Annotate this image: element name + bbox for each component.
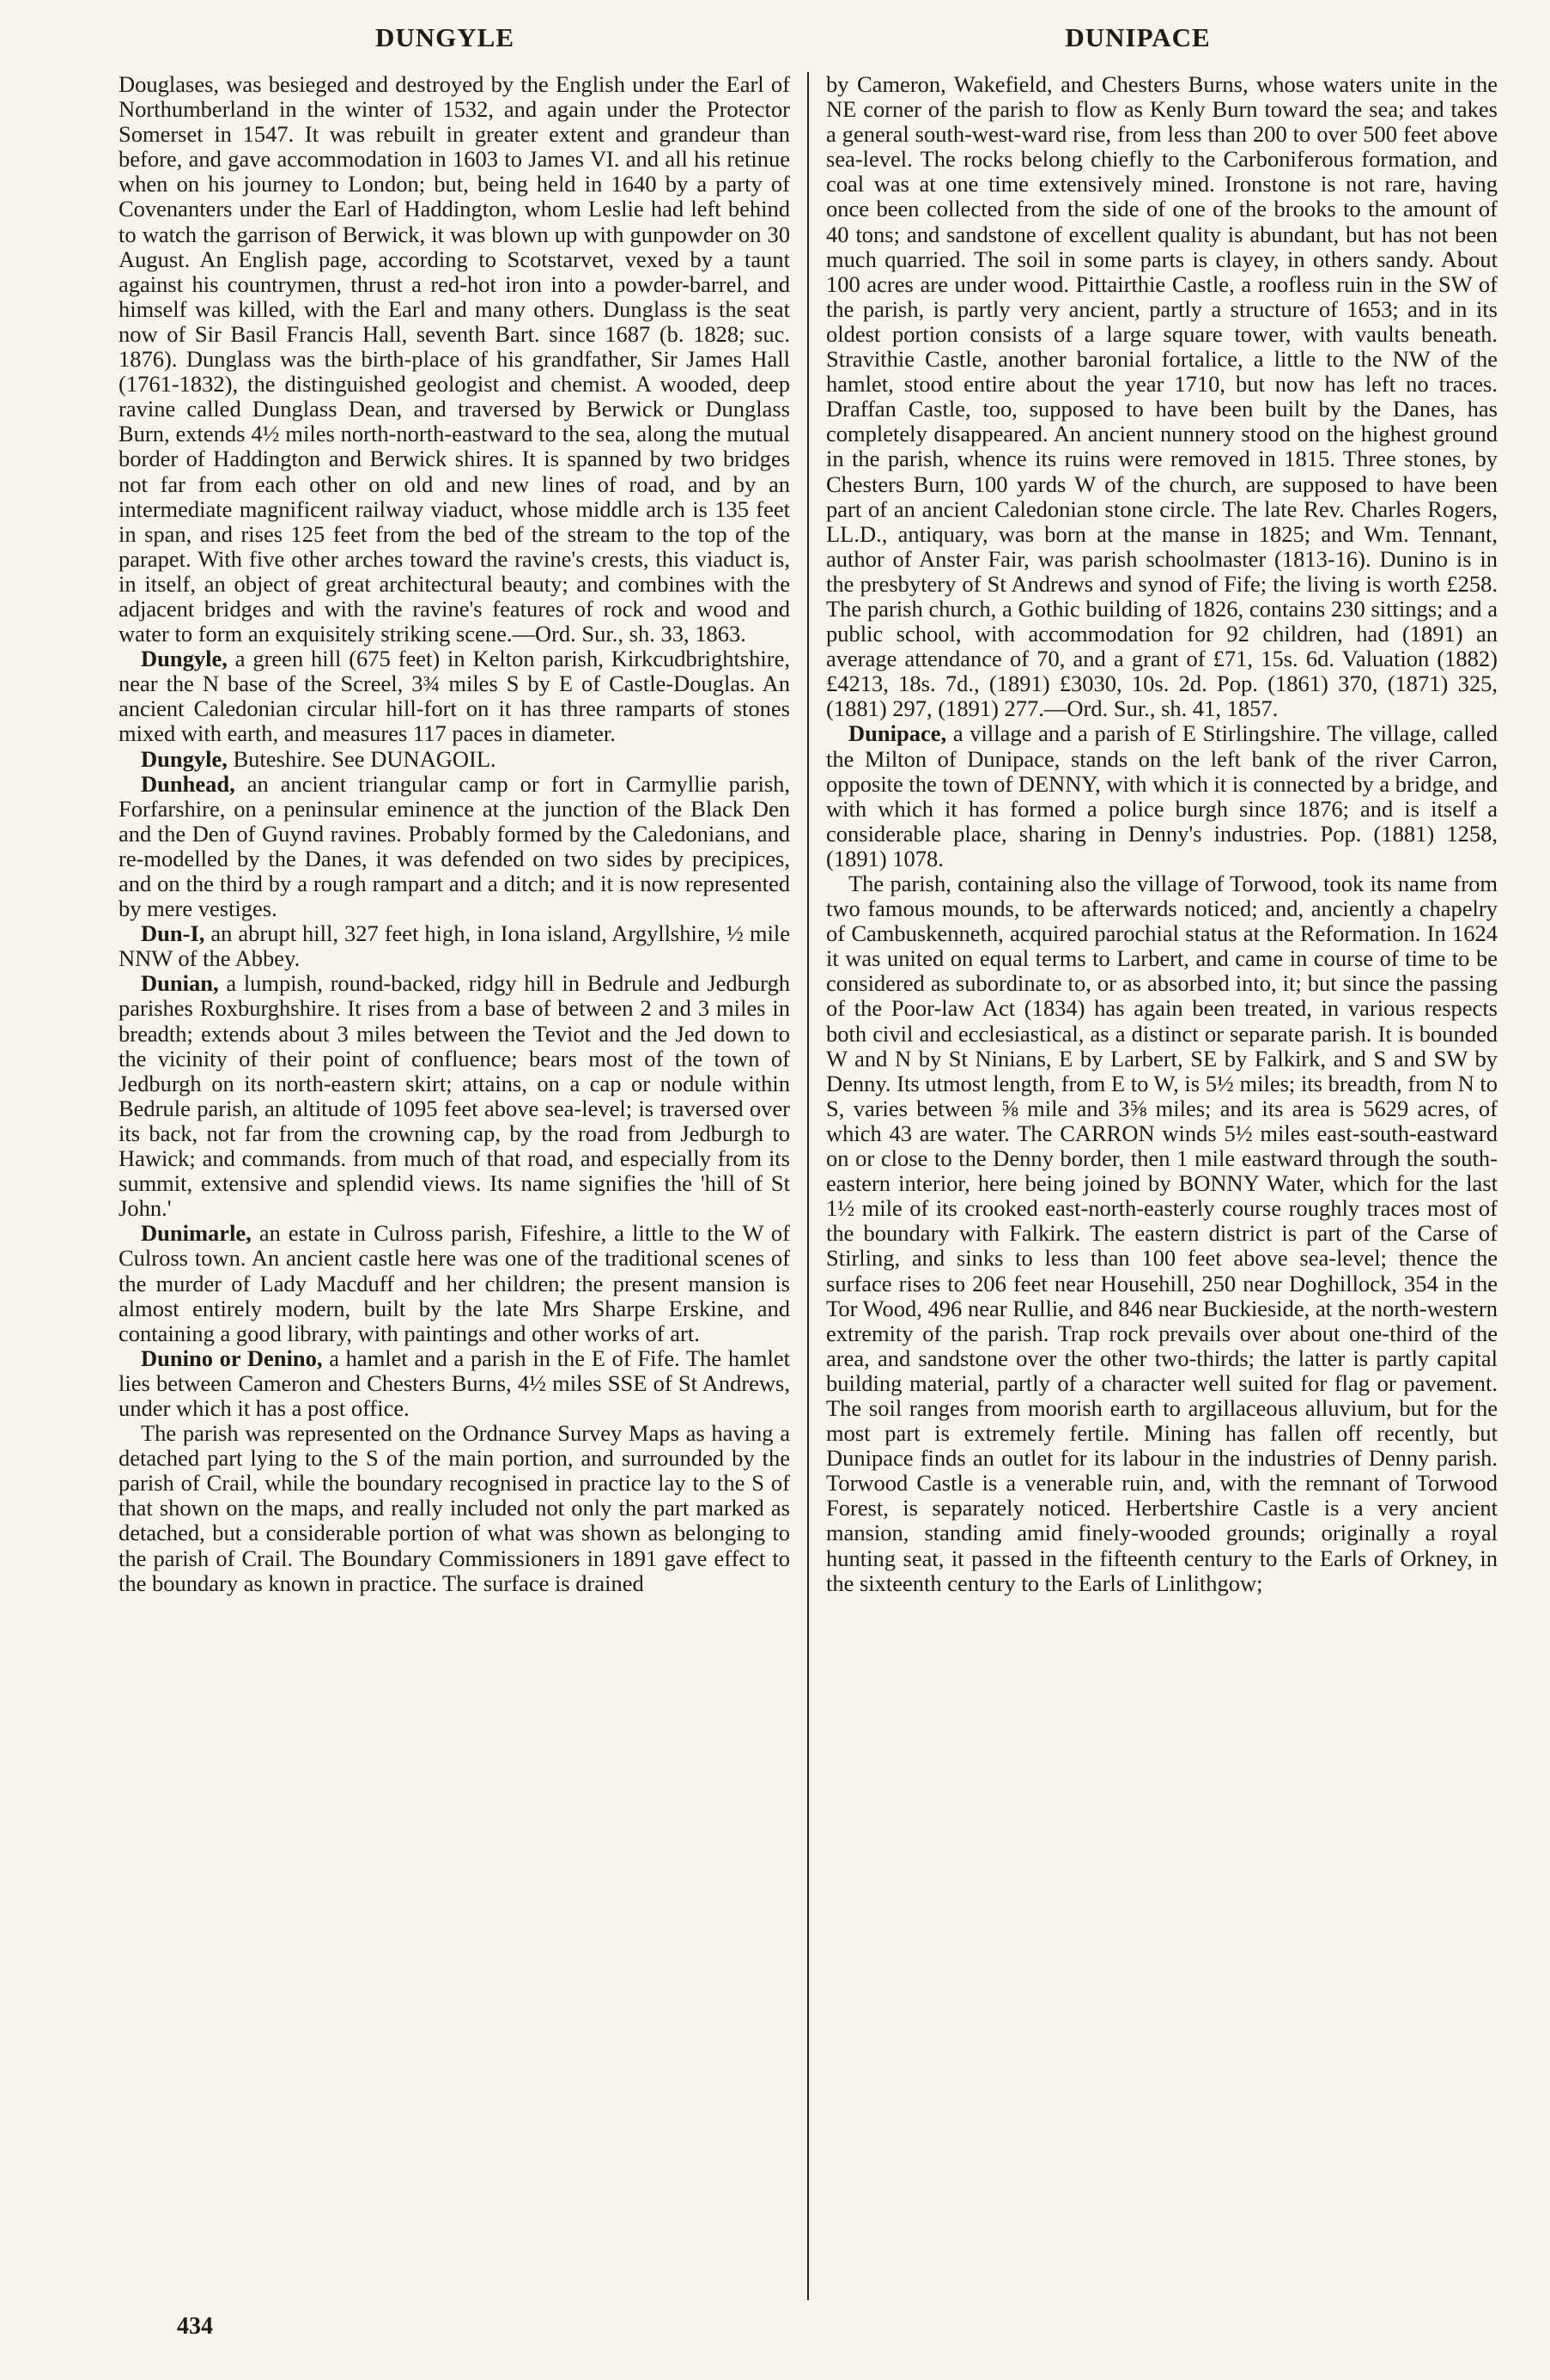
entry-paragraph: Douglases, was besieged and destroyed by the English under the Earl of Northumberland in the winter of 1532, and again under the Protector Somerset in 1547. It was rebuilt in greater extent and grandeur than before, and gave accommodation in 1603 to James VI. and all his retinue when on his journey to London; but, being held in 1640 by a party of Covenanters under the Earl of Haddington, whom Leslie had left behind to watch the garrison of Berwick, it was blown up with gunpowder on 30 August. An English page, according to Scotstarvet, vexed by a taunt against his countrymen, thrust a red-hot iron into a powder-barrel, and himself was killed, with the Earl and many others. Dunglass is the seat now of Sir Basil Francis Hall, seventh Bart. since 1687 (b. 1828; suc. 1876). Dunglass was the birth-place of his grandfather, Sir James Hall (1761-1832), the distinguished geologist and chemist. A wooded, deep ravine called Dunglass Dean, and traversed by Berwick or Dunglass Burn, extends 4½ miles north-north-eastward to the sea, along the mutual border of Haddington and Berwick shires. It is spanned by two bridges not far from each other on old and new lines of road, and by an intermediate magnificent railway viaduct, whose middle arch is 135 feet in span, and rises 125 feet from the bed of the stream to the top of the parapet. With five other arches toward the ravine's crests, this viaduct is, in itself, an object of great architectural beauty; and combines with the adjacent bridges and with the ravine's features of rock and wood and water to form an exquisitely striking scene.—Ord. Sur., sh. 33, 1863. [119, 72, 790, 647]
entry-paragraph: Dungyle, Buteshire. See DUNAGOIL. [141, 745, 496, 772]
running-head-left: DUNGYLE [374, 22, 514, 52]
entry-headword: Dunimarle, [141, 1220, 252, 1247]
entry-paragraph: The parish was represented on the Ordnance Survey Maps as having a detached part lying to the S of the main portion, and surrounded by the parish of Crail, while the boundary recognised in practice lay to the S of that shown on the maps, and really included not only the part marked as detached, but a considerable portion of what was shown as belonging to the parish of Crail. The Boundary Commissioners in 1891 gave effect to the boundary as known in practice. The surface is drained [119, 1420, 790, 1596]
entry-paragraph: Dunhead, an ancient triangular camp or fort in Carmyllie parish, Forfarshire, on a peninsular eminence at the junction of the Black Den and the Den of Guynd ravines. Probably formed by the Caledonians, and re-modelled by the Danes, it was defended on two sides by precipices, and on the third by a rough rampart and a ditch; and it is now represented by mere vestiges. [119, 770, 790, 922]
entry-headword: Dunino or Denino, [141, 1345, 323, 1371]
entry-paragraph: Dunimarle, an estate in Culross parish, Fifeshire, a little to the W of Culross town. An ancient castle here was one of the traditional scenes of the murder of Lady Macduff and her children; the present mansion is almost entirely modern, built by the late Mrs Sharpe Erskine, and containing a good library, with paintings and other works of art. [119, 1220, 790, 1346]
right-column [826, 72, 1498, 2304]
entry-headword: Dunipace, [848, 720, 947, 747]
entry-headword: Dungyle, [141, 745, 228, 772]
entry-headword: Dungyle, [141, 646, 228, 672]
entry-paragraph: Dun-I, an abrupt hill, 327 feet high, in Iona island, Argyllshire, ½ mile NNW of the Abbey. [119, 920, 790, 972]
entry-headword: Dun-I, [141, 920, 205, 947]
left-column [119, 72, 790, 2304]
entry-paragraph: The parish, containing also the village of Torwood, took its name from two famous mounds, to be afterwards noticed; and, anciently a chapelry of Cambuskenneth, acquired parochial status at the Reformation. In 1624 it was united on equal terms to Larbert, and came in course of time to be considered as subordinate to, or as absorbed into, it; but since the passing of the Poor-law Act (1834) has again been treated, in various respects both civil and ecclesiastical, as a distinct or separate parish. It is bounded W and N by St Ninians, E by Larbert, SE by Falkirk, and S and SW by Denny. Its utmost length, from E to W, is 5½ miles; its breadth, from N to S, varies between ⅝ mile and 3⅝ miles; and its area is 5629 acres, of which 43 are water. The CARRON winds 5½ miles east-south-eastward on or close to the Denny border, then 1 mile eastward through the south-eastern interior, here being joined by BONNY Water, which for the last 1½ mile of its crooked east-north-easterly course roughly traces most of the boundary with Falkirk. The eastern district is part of the Carse of Stirling, and sinks to less than 100 feet above sea-level; thence the surface rises to 206 feet near Househill, 250 near Doghillock, 354 in the Tor Wood, 496 near Rullie, and 846 near Buckieside, at the north-western extremity of the parish. Trap rock prevails over about one-third of the area, and sandstone over the other two-thirds; the latter is partly capital building material, partly of a character well suited for flag or pavement. The soil ranges from moorish earth to argillaceous alluvium, but for the most part is extremely fertile. Mining has fallen off recently, but Dunipace finds an outlet for its labour in the industries of Denny parish. Torwood Castle is a venerable ruin, and, with the remnant of Torwood Forest, is separately noticed. Herbertshire Castle is a very ancient mansion, standing amid finely-wooded grounds; originally a royal hunting seat, it passed in the fifteenth century to the Earls of Orkney, in the sixteenth century to the Earls of Linlithgow; [826, 871, 1498, 1596]
entry-paragraph: Dungyle, a green hill (675 feet) in Kelton parish, Kirkcudbrightshire, near the N base of the Screel, 3¾ miles S by E of Castle-Douglas. An ancient Caledonian circular hill-fort on it has three ramparts of stones mixed with earth, and measures 117 paces in diameter. [119, 646, 790, 747]
entry-paragraph: by Cameron, Wakefield, and Chesters Burns, whose waters unite in the NE corner of the parish to flow as Kenly Burn toward the sea; and takes a general south-west-ward rise, from less than 200 to over 500 feet above sea-level. The rocks belong chiefly to the Carboniferous formation, and coal was at one time extensively mined. Ironstone is not rare, having once been collected from the side of one of the brooks to the amount of 40 tons; and sandstone of excellent quality is abundant, but has not been much quarried. The soil in some parts is clayey, in others sandy. About 100 acres are under wood. Pittairthie Castle, a roofless ruin in the SW of the parish, is partly very ancient, partly a structure of 1653; and in its oldest portion consists of a large square tower, with vaults beneath. Stravithie Castle, another baronial fortalice, a little to the NW of the hamlet, stood entire about the year 1710, but now has left no traces. Draffan Castle, too, supposed to have been built by the Danes, has completely disappeared. An ancient nunnery stood on the highest ground in the parish, whence its ruins were removed in 1815. Three stones, by Chesters Burn, 100 yards W of the church, are supposed to have been part of an ancient Caledonian stone circle. The late Rev. Charles Rogers, LL.D., antiquary, was born at the manse in 1825; and Wm. Tennant, author of Anster Fair, was parish schoolmaster (1813-16). Dunino is in the presbytery of St Andrews and synod of Fife; the living is worth £258. The parish church, a Gothic building of 1826, contains 230 sittings; and a public school, with accommodation for 92 children, had (1891) an average attendance of 70, and a grant of £71, 15s. 6d. Valuation (1882) £4213, 18s. 7d., (1891) £3030, 10s. 2d. Pop. (1861) 370, (1871) 325, (1881) 297, (1891) 277.—Ord. Sur., sh. 41, 1857. [826, 72, 1498, 722]
entry-headword: Dunhead, [141, 770, 235, 797]
entry-paragraph: Dunian, a lumpish, round-backed, ridgy hill in Bedrule and Jedburgh parishes Roxburghshire. It rises from a base of between 2 and 3 miles in breadth; extends about 3 miles between the Teviot and the Jed down to the vicinity of their point of confluence; bears most of the town of Jedburgh on its north-eastern skirt; attains, on a cap or nodule within Bedrule parish, an altitude of 1095 feet above sea-level; is traversed over its back, not far from the crowning cap, by the road from Jedburgh to Hawick; and commands. from much of that road, and especially from its summit, extensive and splendid views. Its name signifies the 'hill of St John.' [119, 970, 790, 1222]
entry-headword: Dunian, [141, 970, 219, 997]
entry-paragraph: Dunino or Denino, a hamlet and a parish in the E of Fife. The hamlet lies between Cameron and Chesters Burns, 4½ miles SSE of St Andrews, under which it has a post office. [119, 1345, 790, 1421]
entry-paragraph: Dunipace, a village and a parish of E Stirlingshire. The village, called the Milton of Dunipace, stands on the left bank of the river Carron, opposite the town of DENNY, with which it is connected by a bridge, and with which it has formed a police burgh since 1876; and is itself a considerable place, sharing in Denny's industries. Pop. (1881) 1258, (1891) 1078. [826, 720, 1498, 871]
running-head-right: DUNIPACE [1065, 22, 1211, 52]
column-divider [807, 72, 809, 2300]
page-number: 434 [177, 2313, 213, 2340]
